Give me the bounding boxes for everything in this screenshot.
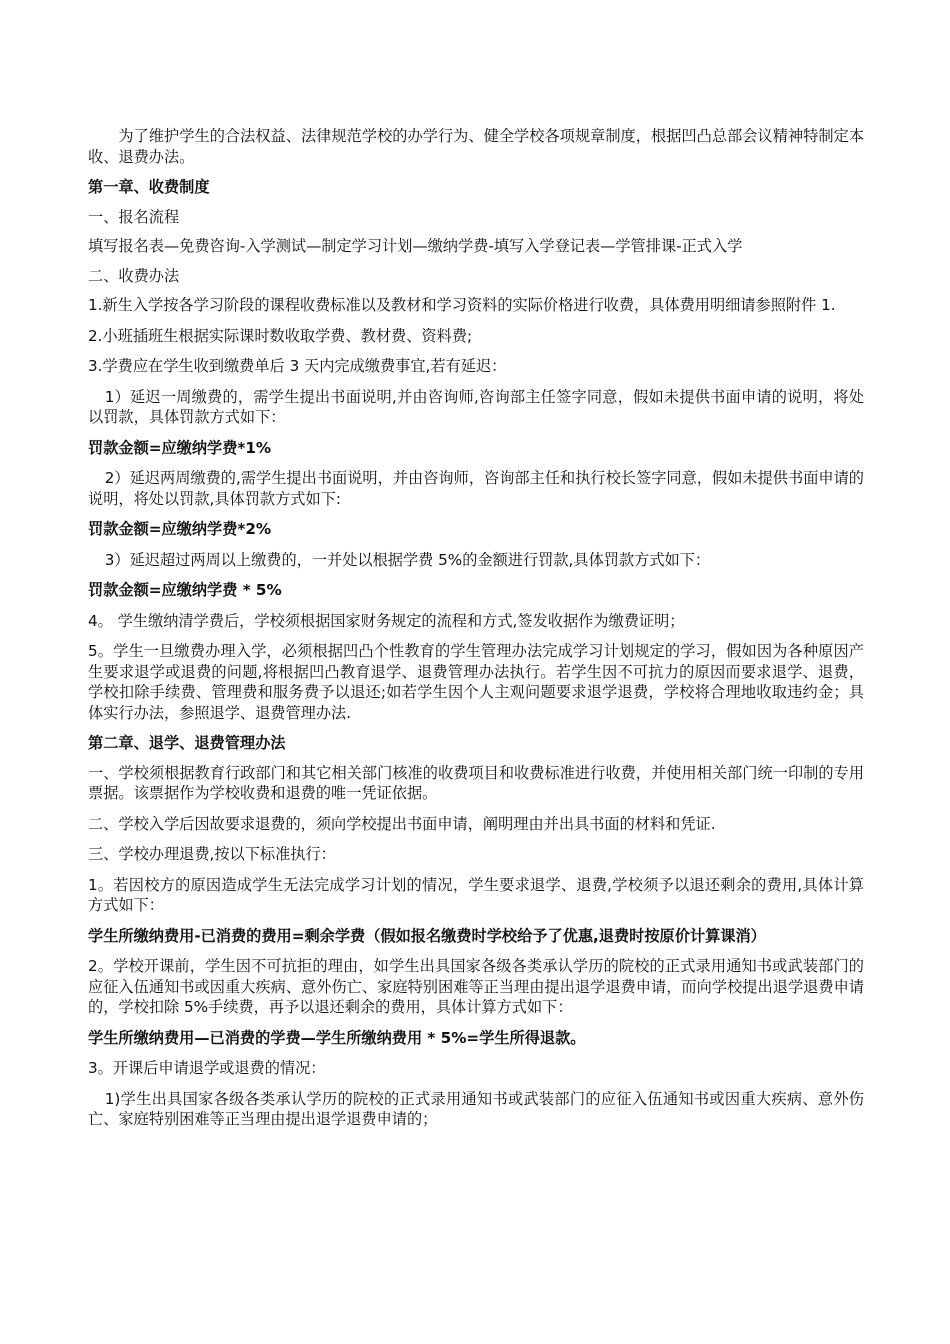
refund-rule-3: 三、学校办理退费,按以下标准执行： [88, 845, 336, 863]
chapter-1-heading: 第一章、收费制度 [88, 178, 210, 196]
penalty-formula-3: 罚款金额=应缴纳学费 * 5% [88, 581, 282, 599]
refund-case-3-item-1: 1)学生出具国家各级各类承认学历的院校的正式录用通知书或武装部门的应征入伍通知书或因重大疾病、意外伤亡、家庭特别困难等正当理由提出退学退费申请的； [88, 1089, 864, 1128]
delay-over-two-weeks: 3）延迟超过两周以上缴费的，一并处以根据学费 5%的金额进行罚款,具体罚款方式如下： [104, 550, 711, 569]
fee-rule-4: 4。 学生缴纳清学费后，学校须根据国家财务规定的流程和方式,签发收据作为缴费证明； [88, 611, 685, 630]
section-registration-heading: 一、报名流程 [88, 207, 180, 226]
delay-one-week: 1）延迟一周缴费的，需学生提出书面说明,并由咨询师,咨询部主任签字同意，假如未提供书面申请的说明，将处以罚款，具体罚款方式如下： [88, 387, 864, 426]
refund-case-2: 2。学校开课前，学生因不可抗拒的理由，如学生出具国家各级各类承认学历的院校的正式录用通知书或武装部门的应征入伍通知书或因重大疾病、意外伤亡、家庭特别困难等正当理由提出退学退费申请，而向学校提出退学退费申请的，学校扣除 5%手续费，再予以退还剩余的费用，具体计算方式如下： [88, 957, 864, 1016]
refund-formula-1: 学生所缴纳费用-已消费的费用=剩余学费（假如报名缴费时学校给予了优惠,退费时按原价计算课消） [88, 926, 766, 945]
section-fee-method-heading: 二、收费办法 [88, 266, 180, 285]
refund-rule-1: 一、学校须根据教育行政部门和其它相关部门核准的收费项目和收费标准进行收费，并使用相关部门统一印制的专用票据。该票据作为学校收费和退费的唯一凭证依据。 [88, 763, 864, 802]
fee-rule-2: 2.小班插班生根据实际课时数收取学费、教材费、资料费; [88, 326, 473, 345]
refund-case-3: 3。开课后申请退学或退费的情况： [88, 1059, 326, 1077]
refund-formula-2: 学生所缴纳费用—已消费的学费—学生所缴纳费用 * 5%=学生所得退款。 [88, 1028, 586, 1047]
document-page [88, 126, 864, 1140]
intro-paragraph: 为了维护学生的合法权益、法律规范学校的办学行为、健全学校各项规章制度，根据凹凸总部会议精神特制定本收、退费办法。 [88, 127, 864, 166]
refund-rule-2: 二、学校入学后因故要求退费的，须向学校提出书面申请，阐明理由并出具书面的材料和凭证. [88, 814, 716, 833]
penalty-formula-2: 罚款金额=应缴纳学费*2% [88, 520, 272, 538]
registration-flow: 填写报名表—免费咨询-入学测试—制定学习计划—缴纳学费-填写入学登记表—学管排课-正式入学 [88, 237, 743, 255]
refund-case-1: 1。若因校方的原因造成学生无法完成学习计划的情况，学生要求退学、退费,学校须予以退还剩余的费用,具体计算方式如下： [88, 875, 864, 914]
fee-rule-1: 1.新生入学按各学习阶段的课程收费标准以及教材和学习资料的实际价格进行收费，具体费用明细请参照附件 1. [88, 296, 836, 314]
chapter-2-heading: 第二章、退学、退费管理办法 [88, 734, 286, 752]
delay-two-weeks: 2）延迟两周缴费的,需学生提出书面说明，并由咨询师，咨询部主任和执行校长签字同意，假如未提供书面申请的说明，将处以罚款,具体罚款方式如下: [88, 469, 864, 508]
penalty-formula-1: 罚款金额=应缴纳学费*1% [88, 438, 272, 457]
fee-rule-5: 5。学生一旦缴费办理入学，必须根据凹凸个性教育的学生管理办法完成学习计划规定的学习，假如因为各种原因产生要求退学或退费的问题,将根据凹凸教育退学、退费管理办法执行。若学生因不可抗力的原因而要求退学、退费，学校扣除手续费、管理费和服务费予以退还;如若学生因个人主观问题要求退学退费，学校将合理地收取违约金；具体实行办法，参照退学、退费管理办法. [88, 642, 864, 722]
fee-rule-3: 3.学费应在学生收到缴费单后 3 天内完成缴费事宜,若有延迟： [88, 357, 507, 375]
